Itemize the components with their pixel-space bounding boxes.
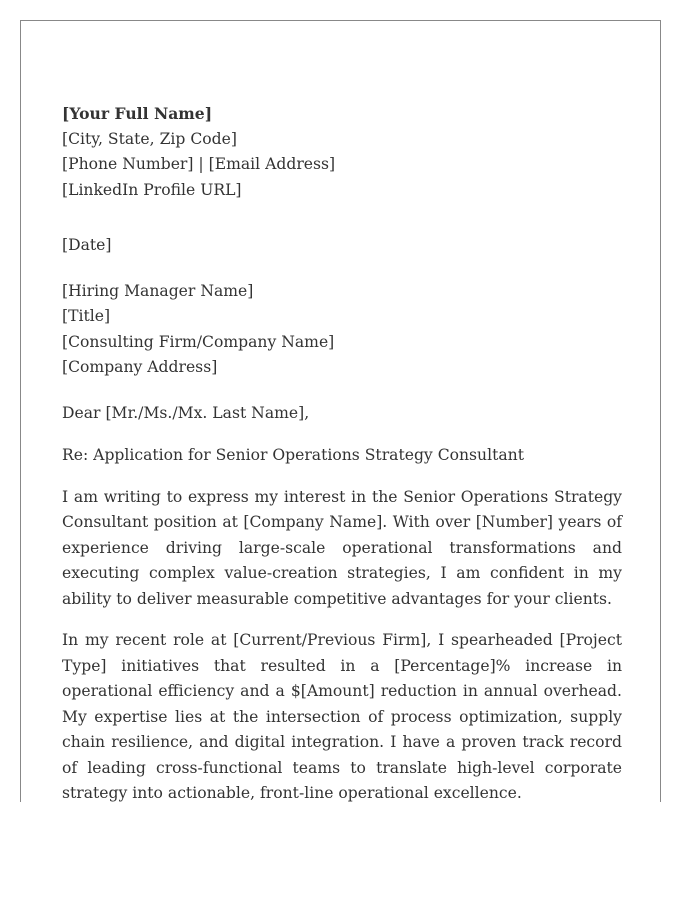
letter-date: [Date] bbox=[62, 236, 112, 254]
letter-page bbox=[20, 20, 661, 802]
salutation: Dear [Mr./Ms./Mx. Last Name], bbox=[62, 403, 310, 422]
recipient-title: [Title] bbox=[62, 307, 111, 325]
sender-location: [City, State, Zip Code] bbox=[62, 129, 237, 148]
subject-line: Re: Application for Senior Operations Strategy Consultant bbox=[62, 446, 524, 464]
recipient-company: [Consulting Firm/Company Name] bbox=[62, 332, 335, 351]
sender-linkedin: [LinkedIn Profile URL] bbox=[62, 180, 242, 199]
recipient-address: [Company Address] bbox=[62, 358, 218, 376]
sender-name: [Your Full Name] bbox=[62, 104, 213, 123]
sender-contact: [Phone Number] | [Email Address] bbox=[62, 155, 336, 173]
recipient-block bbox=[62, 279, 622, 381]
sender-block bbox=[62, 101, 622, 203]
body-paragraph-1: I am writing to express my interest in the Senior Operations Strategy Consultant position at [Company Name]. With over [Number] years of experience driving large-scale operational transformations and executing complex value-creation strategies, I am confident in my ability to deliver measurable competitive advantages for your clients. bbox=[62, 487, 622, 608]
body-paragraph-2: In my recent role at [Current/Previous Firm], I spearheaded [Project Type] initiatives that resulted in a [Percentage]% increase in operational efficiency and a $[Amount] reduction in annual overhead. My expertise lies at the intersection of process optimization, supply chain resilience, and digital integration. I have a proven track record of leading cross-functional teams to translate high-level corporate strategy into actionable, front-line operational excellence. bbox=[62, 631, 622, 802]
letter-body bbox=[62, 101, 622, 802]
recipient-name: [Hiring Manager Name] bbox=[62, 281, 254, 300]
